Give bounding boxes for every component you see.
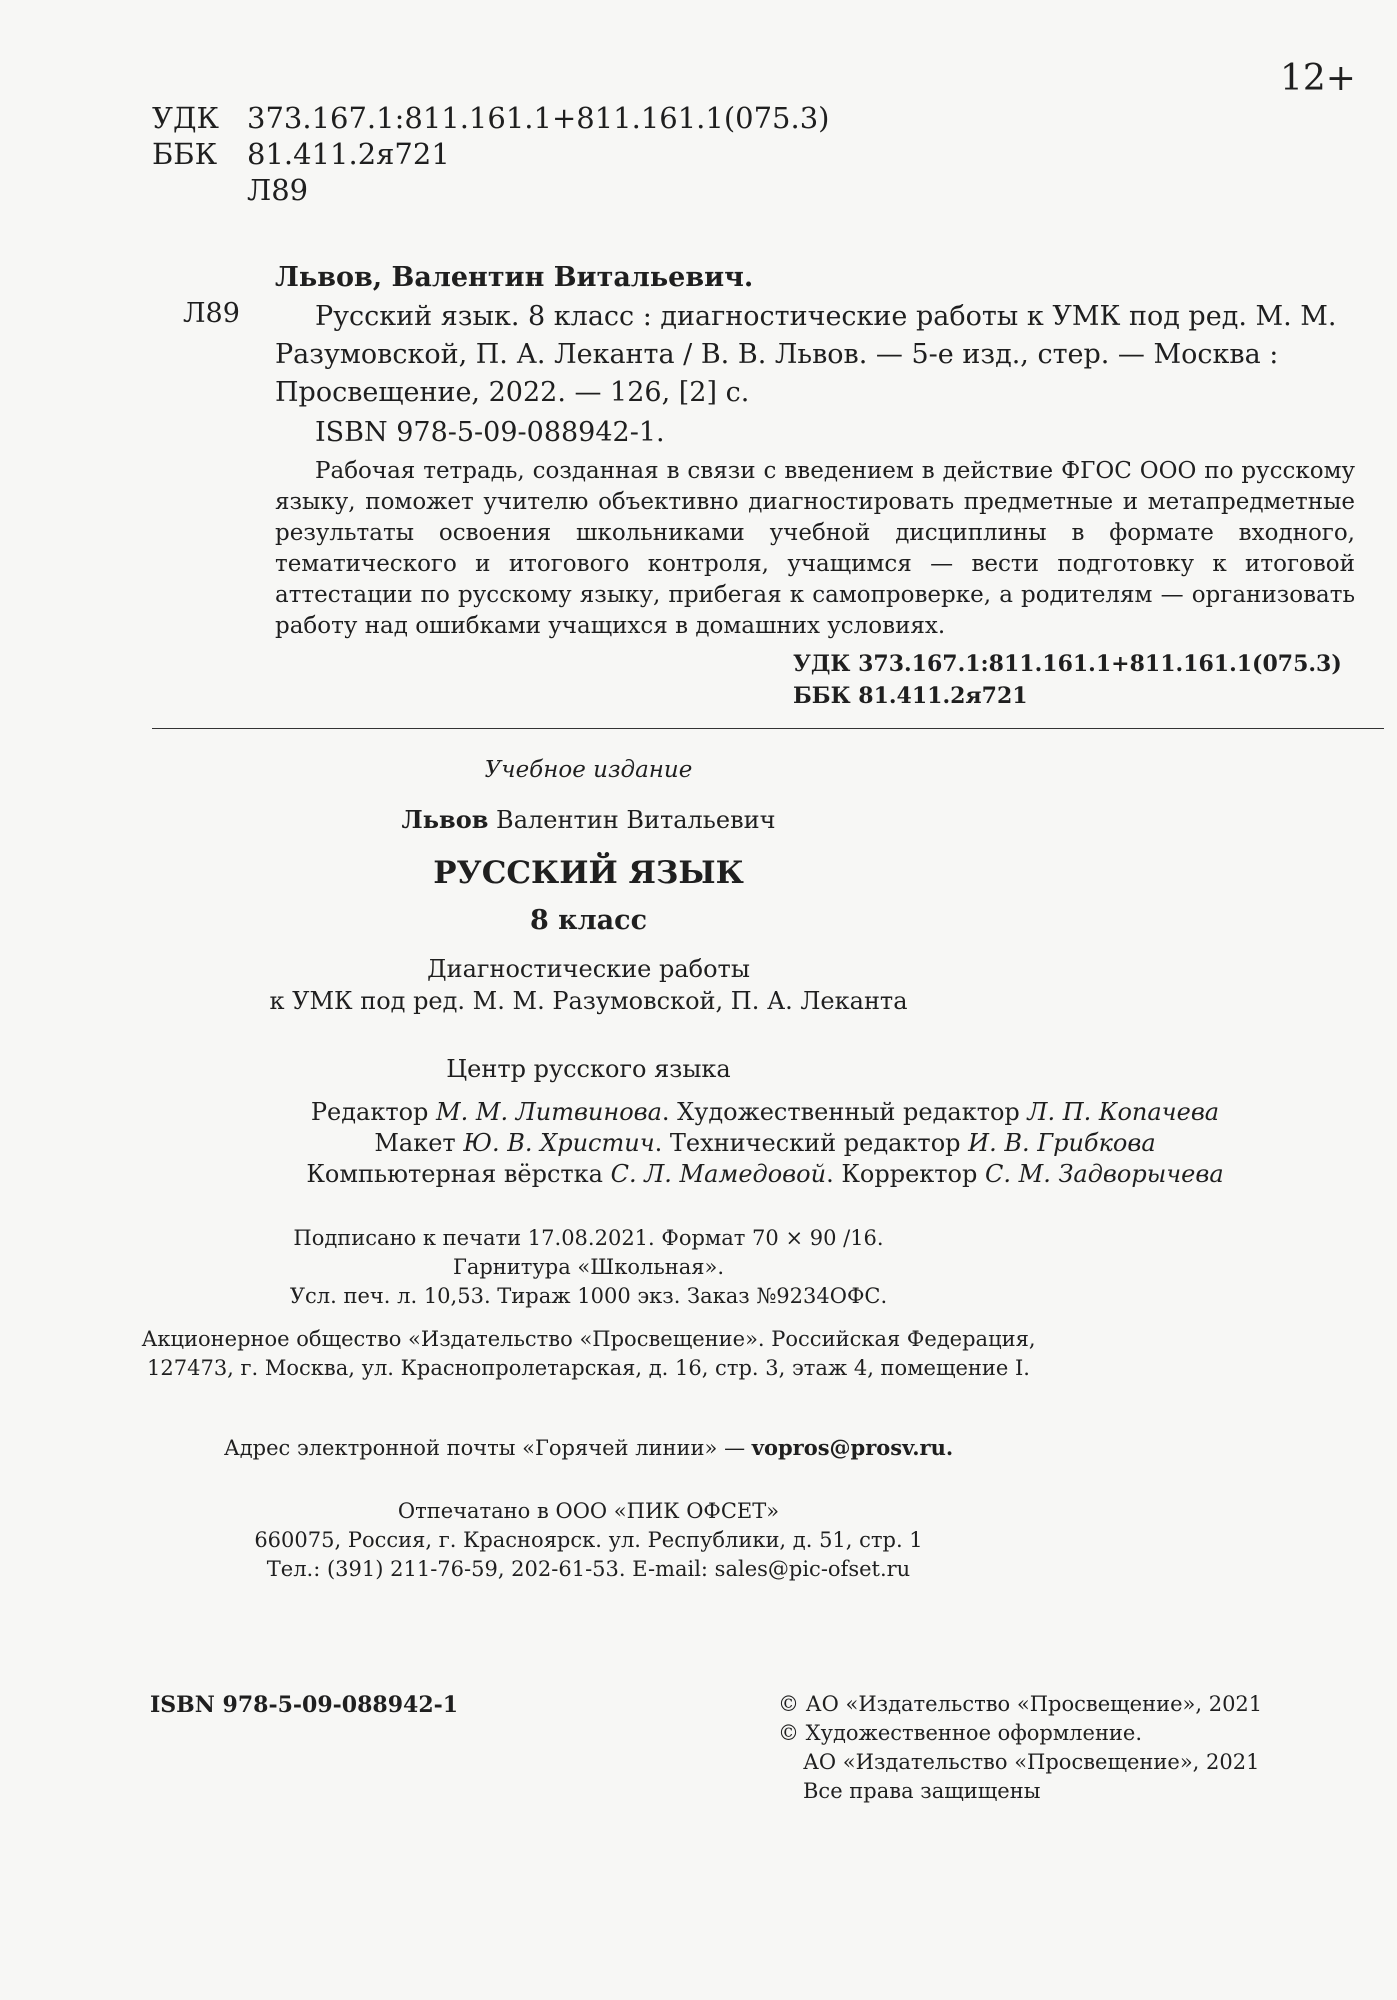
subtitle-line-2: к УМК под ред. М. М. Разумовской, П. А. Леканта [269,987,908,1015]
printer-info [0,1497,1287,1584]
classification-repeat [793,648,1342,712]
author-name: Валентин Витальевич [488,806,776,834]
copyright-line: © Художественное оформление. [778,1721,1143,1745]
hotline [0,1435,1287,1460]
printer-line: 660075, Россия, г. Красноярск. ул. Республики, д. 51, стр. 1 [254,1528,923,1552]
credits [180,1097,1350,1190]
credit-name: М. М. Литвинова [436,1098,662,1126]
bibliographic-description: Русский язык. 8 класс : диагностические работы к УМК под ред. М. М. Разумовской, П. А. Леканта / В. В. Львов. — 5-е изд., стер. — Москва : Просвещение, 2022. — 126, [2] с. [275,301,1337,408]
copyright-block [778,1690,1262,1806]
publisher-line: 127473, г. Москва, ул. Краснопролетарская, д. 16, стр. 3, этаж 4, помещение I. [147,1356,1030,1380]
hotline-email: vopros@prosv.ru. [751,1435,954,1460]
author-surname: Львов [401,805,489,834]
print-info-line: Гарнитура «Школьная». [452,1255,725,1279]
annotation [275,456,1355,642]
bibliographic-isbn: ISBN 978-5-09-088942-1. [315,417,665,448]
publisher-address [0,1325,1287,1383]
credit-name: И. В. Грибкова [968,1129,1156,1157]
colophon-author [0,805,1287,834]
credits-line: Компьютерная вёрстка С. Л. Мамедовой. Корректор С. М. Задворычева [306,1160,1224,1188]
printer-line: Тел.: (391) 211-76-59, 202-61-53. E-mail: sales@pic-ofset.ru [266,1557,911,1581]
divider [152,728,1384,729]
book-title: РУССКИЙ ЯЗЫК [433,855,744,891]
udk-label: УДК [152,101,219,135]
classification-codes [152,100,830,208]
credit-name: С. М. Задворычева [985,1160,1224,1188]
annotation-text: Рабочая тетрадь, созданная в связи с введением в действие ФГОС ООО по русскому языку, поможет учителю объективно диагностировать предметные и метапредметные результаты освоения школьниками учебной дисциплины в формате входного, тематического и итогового контроля, учащимся — вести подготовку к итоговой аттестации по русскому языку, прибегая к самопроверке, а родителям — организовать работу над ошибками учащихся в домашних условиях. [275,458,1355,639]
author-mark: Л89 [247,173,309,207]
subtitle-line-1: Диагностические работы [427,955,750,983]
print-info-line: Подписано к печати 17.08.2021. Формат 70 × 90 /16. [293,1226,884,1250]
udk-repeat: УДК 373.167.1:811.161.1+811.161.1(075.3) [793,651,1342,677]
bibliographic-author: Львов, Валентин Витальевич. [275,262,754,293]
print-info [0,1224,1287,1311]
bbk-repeat: ББК 81.411.2я721 [793,683,1028,709]
bibliographic-entry [275,298,1355,452]
udk-value: 373.167.1:811.161.1+811.161.1(075.3) [247,101,830,135]
isbn-bottom: ISBN 978-5-09-088942-1 [150,1692,459,1718]
copyright-line: © АО «Издательство «Просвещение», 2021 [778,1692,1263,1716]
bibliographic-author-mark: Л89 [183,298,240,329]
bbk-label: ББК [152,137,218,171]
age-rating: 12+ [1280,58,1356,99]
print-info-line: Усл. печ. л. 10,53. Тираж 1000 экз. Заказ №9234ОФС. [289,1284,888,1308]
hotline-text: Адрес электронной почты «Горячей линии» — [223,1436,752,1460]
book-subtitle [0,953,1287,1017]
credit-name: С. Л. Мамедовой [610,1160,827,1188]
copyright-line: Все права защищены [803,1779,1041,1803]
bbk-value: 81.411.2я721 [247,137,450,171]
printer-line: Отпечатано в ООО «ПИК ОФСЕТ» [397,1499,780,1523]
credit-name: Л. П. Копачева [1027,1098,1220,1126]
credits-line: Макет Ю. В. Христич. Технический редактор И. В. Грибкова [374,1129,1156,1157]
credit-name: Ю. В. Христич [463,1129,655,1157]
credits-line: Редактор М. М. Литвинова. Художественный редактор Л. П. Копачева [310,1098,1220,1126]
editorial-center: Центр русского языка [446,1055,731,1083]
book-grade: 8 класс [529,905,648,936]
copyright-line: АО «Издательство «Просвещение», 2021 [803,1750,1260,1774]
publisher-line: Акционерное общество «Издательство «Просвещение». Российская Федерация, [141,1327,1036,1351]
edition-type: Учебное издание [484,757,693,783]
